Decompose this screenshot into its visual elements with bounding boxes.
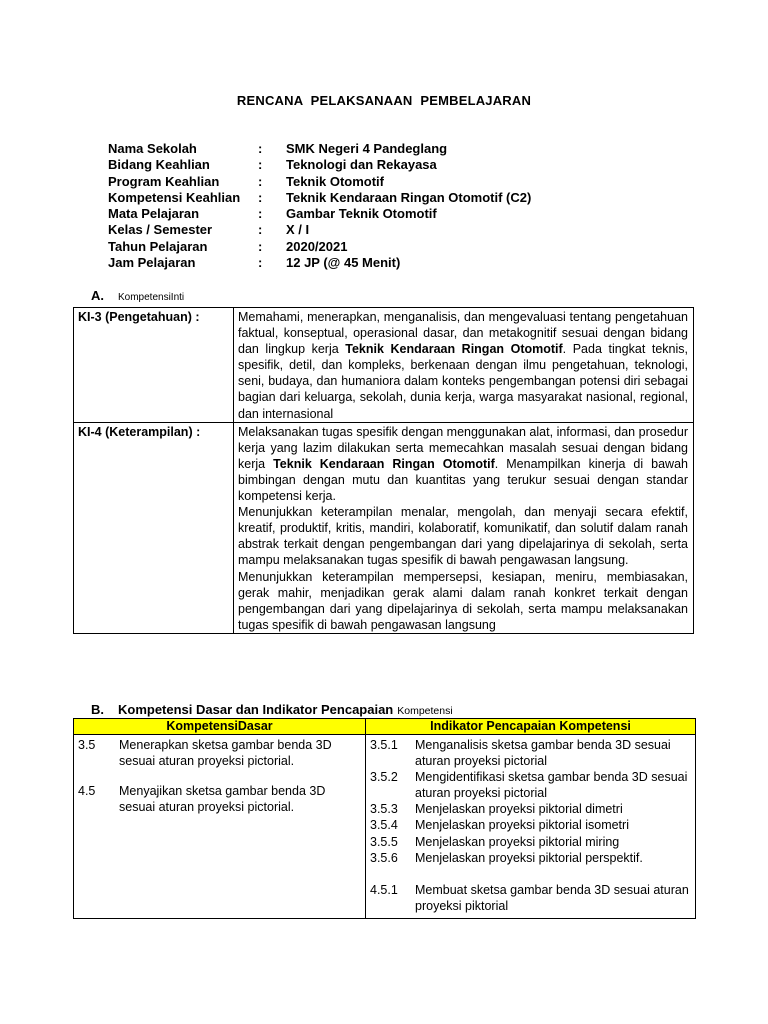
ipk-number: 3.5.6 (370, 850, 398, 865)
ki-text: Melaksanakan tugas spesifik dengan menggunakan alat, informasi, dan prosedur kerja yang lazim dilakukan serta memecahkan masalah sesuai dengan bidang kerja (238, 424, 688, 471)
ki-label: KI-3 (Pengetahuan) : (74, 308, 234, 423)
ipk-number: 3.5.5 (370, 834, 398, 849)
info-colon: : (258, 189, 263, 205)
info-label: Tahun Pelajaran (108, 238, 208, 254)
ki-description (234, 308, 694, 423)
section-title: KompetensiInti (118, 292, 185, 303)
section-b-heading (91, 702, 453, 717)
table-row (74, 735, 696, 919)
info-row-tahun-pelajaran (108, 239, 531, 255)
kd-number: 4.5 (78, 784, 96, 799)
ki-description (234, 422, 694, 633)
list-item (370, 801, 691, 817)
list-item (370, 850, 691, 866)
list-item (370, 737, 691, 769)
section-subtitle: Kompetensi (397, 705, 453, 717)
kompetensi-dasar-table (73, 718, 696, 919)
info-row-program-keahlian (108, 174, 531, 190)
ipk-cell (366, 735, 696, 919)
header-indikator: Indikator Pencapaian Kompetensi (366, 719, 696, 735)
kd-cell (74, 735, 366, 919)
school-info (108, 141, 531, 271)
document-title: RENCANA PELAKSANAAN PEMBELAJARAN (236, 93, 532, 108)
info-value: Teknik Kendaraan Ringan Otomotif (C2) (286, 189, 532, 205)
ipk-text: Menjelaskan proyeksi piktorial miring (415, 834, 620, 849)
info-label: Program Keahlian (108, 173, 220, 189)
kd-text: Menyajikan sketsa gambar benda 3D sesuai aturan proyeksi pictorial. (119, 784, 326, 815)
info-label: Bidang Keahlian (108, 157, 210, 173)
info-colon: : (258, 173, 263, 189)
ki-bold-text: Teknik Kendaraan Ringan Otomotif (273, 456, 495, 471)
ipk-number: 4.5.1 (370, 882, 398, 897)
list-item (370, 882, 691, 914)
ipk-number: 3.5.2 (370, 770, 398, 785)
info-colon: : (258, 157, 263, 173)
ipk-text: Mengidentifikasi sketsa gambar benda 3D sesuai aturan proyeksi pictorial (415, 770, 688, 801)
list-item (78, 737, 361, 769)
info-value: 12 JP (@ 45 Menit) (286, 255, 401, 271)
ipk-text: Menjelaskan proyeksi piktorial perspektif. (415, 850, 643, 865)
list-item (370, 817, 691, 833)
info-row-mata-pelajaran (108, 206, 531, 222)
info-value: Teknologi dan Rekayasa (286, 157, 437, 173)
ki-text: Memahami, menerapkan, menganalisis, dan mengevaluasi tentang pengetahuan faktual, konseptual, operasional dasar, dan metakognitif sesuai dengan bidang dan lingkup kerja (238, 310, 688, 357)
list-item (78, 783, 361, 815)
ipk-text: Menjelaskan proyeksi piktorial isometri (415, 818, 629, 833)
ki-paragraph (238, 309, 688, 422)
info-colon: : (258, 206, 263, 222)
info-value: Gambar Teknik Otomotif (286, 206, 437, 222)
ipk-number: 3.5.4 (370, 818, 398, 833)
ipk-number: 3.5.1 (370, 738, 398, 752)
section-letter: B. (91, 702, 104, 717)
spacer (78, 769, 361, 783)
info-row-jam-pelajaran (108, 255, 531, 271)
info-value: X / I (286, 222, 310, 238)
ipk-text: Menjelaskan proyeksi piktorial dimetri (415, 802, 623, 817)
info-row-kelas-semester (108, 222, 531, 238)
info-row-kompetensi-keahlian (108, 190, 531, 206)
section-title: Kompetensi Dasar dan Indikator Pencapaian (118, 702, 394, 717)
section-letter: A. (91, 288, 104, 303)
ipk-text: Menganalisis sketsa gambar benda 3D sesuai aturan proyeksi pictorial (415, 738, 671, 769)
info-label: Jam Pelajaran (108, 255, 196, 271)
info-label: Nama Sekolah (108, 141, 197, 156)
ki-paragraph: Menunjukkan keterampilan mempersepsi, kesiapan, meniru, membiasakan, gerak mahir, menjadikan gerak alami dalam ranah konkret terkait dengan pengembangan dari yang dipelajarinya di sekolah, serta mampu melaksanakan tugas spesifik di bawah pengawasan langsung (238, 569, 688, 632)
info-value: 2020/2021 (286, 238, 348, 254)
list-item (370, 769, 691, 801)
ipk-number: 3.5.3 (370, 802, 398, 817)
list-item (370, 834, 691, 850)
table-row (74, 422, 694, 633)
ipk-text: Membuat sketsa gambar benda 3D sesuai aturan proyeksi piktorial (415, 882, 689, 913)
info-label: Kelas / Semester (108, 222, 213, 238)
spacer (370, 866, 691, 882)
section-a-heading (91, 288, 184, 303)
ki-bold-text: Teknik Kendaraan Ringan Otomotif (345, 342, 563, 357)
info-label: Kompetensi Keahlian (108, 189, 241, 205)
info-value: SMK Negeri 4 Pandeglang (286, 141, 448, 156)
info-colon: : (258, 255, 263, 271)
info-colon: : (258, 238, 263, 254)
ki-text: . Pada tingkat teknis, spesifik, detil, dan kompleks, berkenaan dengan ilmu pengetahuan, teknologi, seni, budaya, dan humaniora dalam konteks pengembangan potensi diri sebagai bagian dari keluarga, sekolah, dunia kerja, warga masyarakat nasional, regional, dan internasional (238, 342, 688, 421)
kd-number: 3.5 (78, 738, 96, 752)
info-label: Mata Pelajaran (108, 206, 200, 222)
info-colon: : (258, 222, 263, 238)
header-kompetensi-dasar: KompetensiDasar (74, 719, 366, 735)
info-row-nama-sekolah (108, 141, 531, 157)
kompetensi-inti-table (73, 307, 694, 634)
info-row-bidang-keahlian (108, 157, 531, 173)
ki-paragraph (238, 424, 688, 504)
table-header-row (74, 719, 696, 735)
info-colon: : (258, 141, 263, 156)
kd-text: Menerapkan sketsa gambar benda 3D sesuai aturan proyeksi pictorial. (119, 738, 332, 769)
info-value: Teknik Otomotif (286, 173, 384, 189)
ki-label: KI-4 (Keterampilan) : (74, 422, 234, 633)
ki-text: . Menampilkan kinerja di bawah bimbingan dengan mutu dan kuantitas yang terukur sesuai dengan standar kompetensi kerja. (238, 456, 688, 504)
table-row (74, 308, 694, 423)
ki-paragraph: Menunjukkan keterampilan menalar, mengolah, dan menyaji secara efektif, kreatif, produktif, kritis, mandiri, kolaboratif, komunikatif, dan solutif dalam ranah abstrak terkait dengan pengembangan dari yang dipelajarinya di sekolah, serta mampu melaksanakan tugas spesifik di bawah pengawasan langsung. (238, 505, 688, 568)
